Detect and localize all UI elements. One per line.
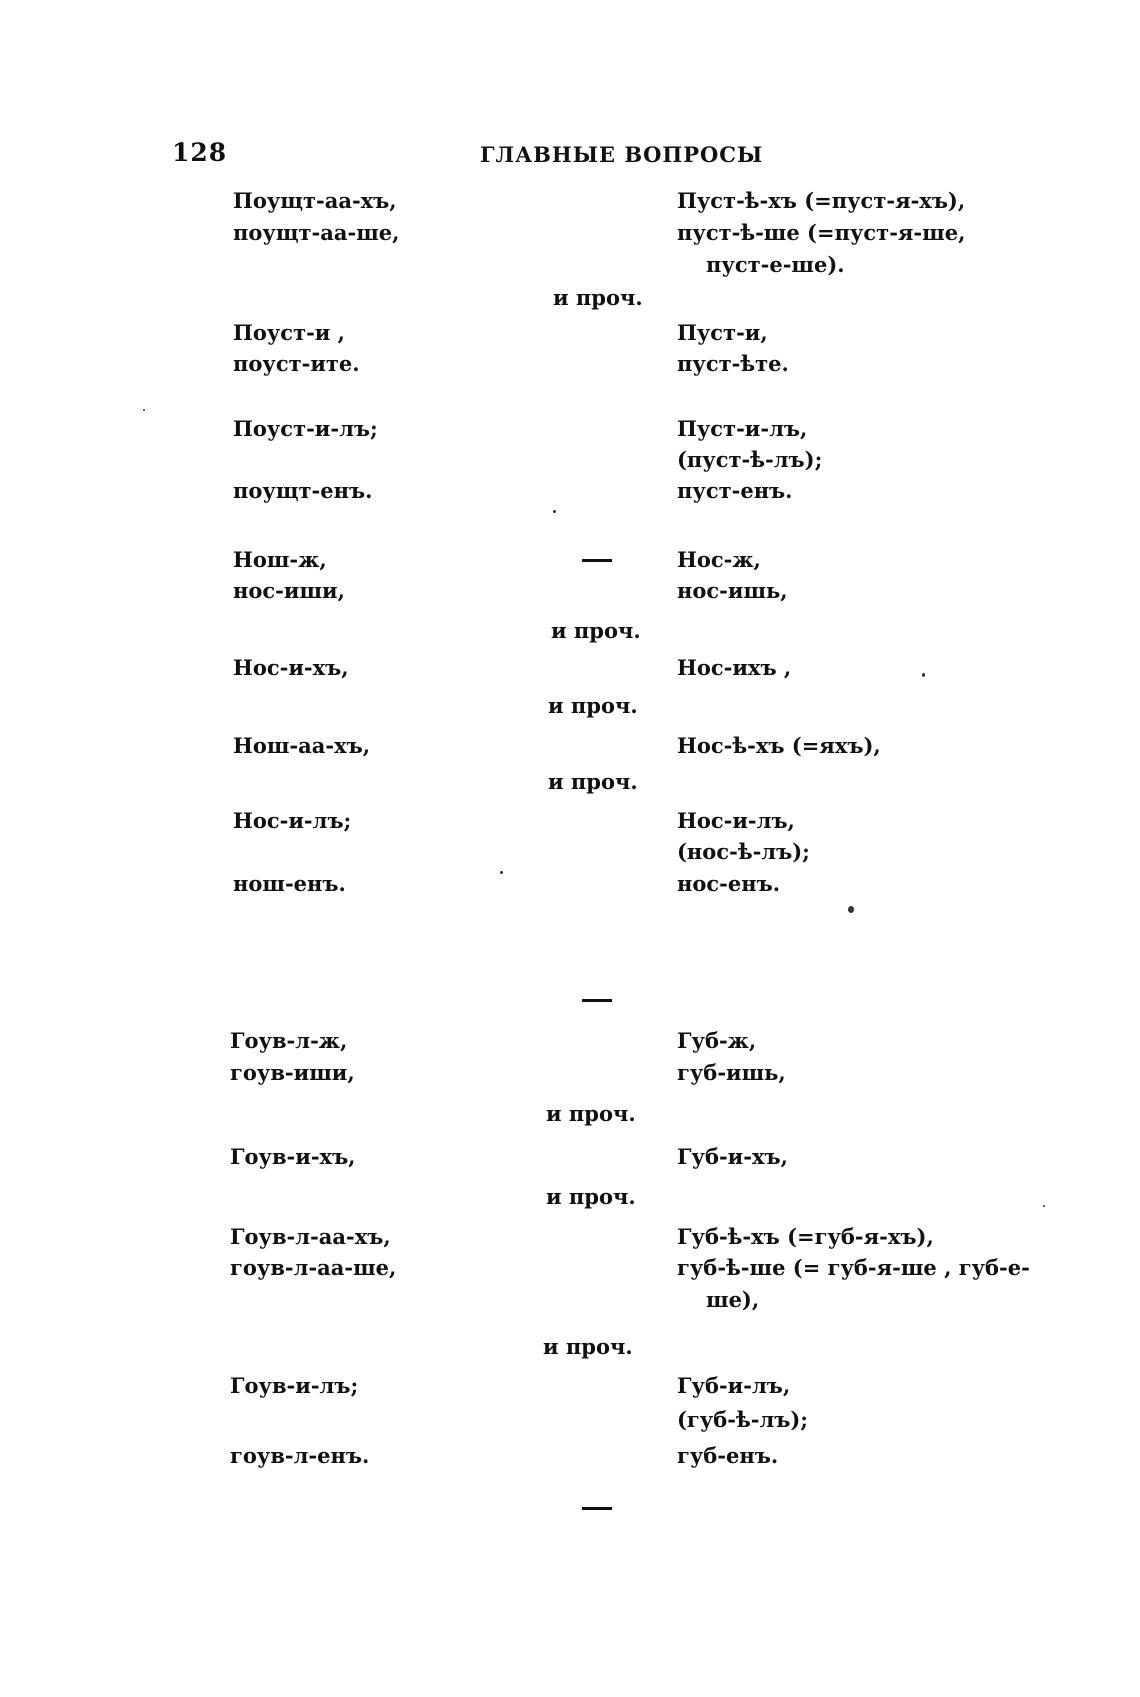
right-form: губ-енъ.	[677, 1443, 779, 1468]
left-form: Нош-аа-хъ,	[233, 733, 371, 758]
etc-separator: и проч.	[548, 769, 638, 794]
right-form: Губ-ж,	[677, 1028, 757, 1053]
left-form: поущт-аа-ше,	[233, 220, 400, 245]
right-form: Нос-ж,	[677, 547, 761, 572]
right-form: Нос-ѣ-хъ (=яхъ),	[677, 733, 881, 758]
dash-separator	[582, 999, 612, 1002]
left-form: нос-иши,	[233, 578, 345, 603]
right-form: Пуст-и-лъ,	[677, 416, 808, 441]
right-form: (губ-ѣ-лъ);	[677, 1407, 809, 1432]
left-form: Нош-ж,	[233, 547, 327, 572]
right-form: Пуст-и,	[677, 320, 768, 345]
left-form: гоув-иши,	[230, 1060, 355, 1085]
etc-separator: и проч.	[543, 1334, 633, 1359]
print-speck	[1043, 1205, 1045, 1207]
etc-separator: и проч.	[546, 1184, 636, 1209]
right-form: нос-енъ.	[677, 871, 781, 896]
right-form: (нос-ѣ-лъ);	[677, 839, 810, 864]
left-form: Нос-и-хъ,	[233, 655, 349, 680]
right-form: ше),	[706, 1287, 760, 1312]
page-number: 128	[172, 138, 228, 167]
etc-separator: и проч.	[551, 618, 641, 643]
print-speck	[848, 906, 854, 913]
right-form: пуст-енъ.	[677, 478, 793, 503]
left-form: поущт-енъ.	[233, 478, 373, 503]
right-form: (пуст-ѣ-лъ);	[677, 447, 823, 472]
left-form: поуст-ите.	[233, 351, 360, 376]
right-form: пуст-ѣ-ше (=пуст-я-ше,	[677, 220, 966, 245]
right-form: Пуст-ѣ-хъ (=пуст-я-хъ),	[677, 188, 966, 213]
dash-separator	[582, 559, 612, 562]
left-form: Гоув-и-лъ;	[230, 1373, 359, 1398]
left-form: Поуст-и-лъ;	[233, 416, 378, 441]
left-form: Гоув-и-хъ,	[230, 1144, 356, 1169]
left-form: Гоув-л-ж,	[230, 1028, 348, 1053]
left-form: гоув-л-енъ.	[230, 1443, 370, 1468]
print-speck	[553, 510, 556, 513]
print-speck	[143, 409, 145, 411]
print-speck	[922, 673, 925, 677]
etc-separator: и проч.	[546, 1101, 636, 1126]
right-form: Губ-и-лъ,	[677, 1373, 791, 1398]
left-form: Нос-и-лъ;	[233, 808, 352, 833]
left-form: нош-енъ.	[233, 871, 346, 896]
right-form: нос-ишь,	[677, 578, 788, 603]
right-form: Нос-и-лъ,	[677, 808, 795, 833]
right-form: губ-ишь,	[677, 1060, 786, 1085]
right-form: Губ-ѣ-хъ (=губ-я-хъ),	[677, 1224, 934, 1249]
right-form: Губ-и-хъ,	[677, 1144, 788, 1169]
right-form: губ-ѣ-ше (= губ-я-ше , губ-е-	[677, 1255, 1030, 1280]
left-form: Поуст-и ,	[233, 320, 345, 345]
etc-separator: и проч.	[553, 285, 643, 310]
left-form: гоув-л-аа-ше,	[230, 1255, 397, 1280]
right-form: Нос-ихъ ,	[677, 655, 792, 680]
etc-separator: и проч.	[548, 693, 638, 718]
print-speck	[500, 871, 503, 874]
dash-separator	[582, 1507, 612, 1510]
right-form: пуст-е-ше).	[706, 252, 845, 277]
running-head: ГЛАВНЫЕ ВОПРОСЫ	[480, 142, 764, 167]
right-form: пуст-ѣте.	[677, 351, 789, 376]
left-form: Гоув-л-аа-хъ,	[230, 1224, 391, 1249]
left-form: Поущт-аа-хъ,	[233, 188, 397, 213]
